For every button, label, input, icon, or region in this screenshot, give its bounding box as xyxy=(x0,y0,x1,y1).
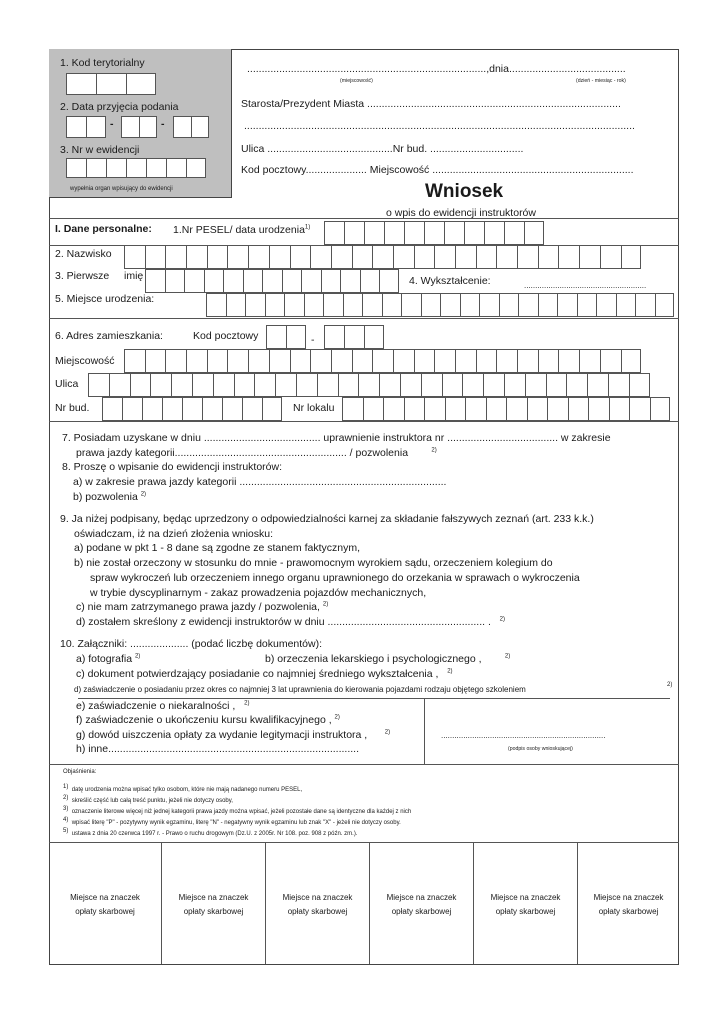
note-2 xyxy=(63,795,233,804)
p8-b-sup: 2) xyxy=(140,491,147,498)
stamp-label-1: Miejsce na znaczek xyxy=(282,893,353,902)
p10-c[interactable] xyxy=(76,668,453,680)
p9-c-sup: 2) xyxy=(322,601,329,608)
p10-e-text: e) zaświadczenie o niekaralności , xyxy=(76,700,236,712)
p10-head[interactable]: 10. Załączniki: .................... (podać liczbę dokumentów): xyxy=(60,638,323,650)
p10-e[interactable] xyxy=(76,700,249,712)
starosta-field[interactable]: Starosta/Prezydent Miasta ....................................................................................... xyxy=(241,98,621,110)
p7-line1[interactable]: 7. Posiadam uzyskane w dniu ........................................ uprawnienie instruktora nr ...................................... w zakresie xyxy=(62,432,611,444)
section-divider xyxy=(49,218,679,219)
note-4 xyxy=(63,817,401,826)
office-postal-field[interactable]: Kod pocztowy..................... Miejscowość ..................................................................... xyxy=(241,164,634,176)
stamp-box[interactable] xyxy=(49,843,162,964)
office-note: wypełnia organ wpisujący do ewidencji xyxy=(70,186,173,192)
stamp-box[interactable] xyxy=(266,843,370,964)
stamp-label-2: opłaty skarbowej xyxy=(287,907,348,916)
signature-field[interactable]: .......................................................................... xyxy=(441,731,606,740)
p10-b-text: b) orzeczenia lekarskiego i psychologicznego , xyxy=(265,653,482,665)
place-caption: (miejscowość) xyxy=(340,78,373,84)
p7-sup: 2) xyxy=(431,447,437,454)
note-3 xyxy=(63,806,411,815)
notes-divider xyxy=(49,764,679,765)
p9-l2: oświadczam, iż na dzień złożenia wniosku: xyxy=(74,528,274,540)
office-nr-ewid-label: 3. Nr w ewidencji xyxy=(60,144,140,156)
office-data-month-cells[interactable] xyxy=(121,116,157,138)
p10-a[interactable] xyxy=(76,653,140,665)
miejsce-ur-cells[interactable] xyxy=(206,293,674,317)
stamp-label-2: opłaty skarbowej xyxy=(495,907,556,916)
p9-d-text: d) zostałem skreślony z ewidencji instruktorów w dniu ...................................................... . xyxy=(76,616,491,628)
note-5 xyxy=(63,828,357,837)
office-data-year-cells[interactable] xyxy=(173,116,209,138)
p8-b-text: b) pozwolenia xyxy=(73,491,138,503)
nr-bud-label: Nr bud. xyxy=(55,402,90,414)
stamp-label-2: opłaty skarbowej xyxy=(75,907,135,916)
pesel-label-text: 1.Nr PESEL/ data urodzenia xyxy=(173,224,305,236)
kod-pocztowy-cells-b[interactable] xyxy=(324,325,384,349)
note-3-num: 3) xyxy=(63,806,69,812)
p9-d[interactable] xyxy=(76,616,505,628)
form-title: Wniosek xyxy=(425,181,504,202)
row-line xyxy=(49,421,679,422)
stamp-label-1: Miejsce na znaczek xyxy=(178,893,249,902)
p10-f-text: f) zaświadczenie o ukończeniu kursu kwalifikacyjnego , xyxy=(76,714,332,726)
office-nr-ewid-cells[interactable] xyxy=(66,158,206,178)
ulica-cells[interactable] xyxy=(88,373,650,397)
p9-b2: spraw wykroczeń lub orzeczeniem innego organu uprawnionego do orzekania w sprawach o wykroczenia xyxy=(90,572,580,584)
office-dash-2: - xyxy=(161,118,165,130)
p10-a-text: a) fotografia xyxy=(76,653,133,665)
note-5-num: 5) xyxy=(63,828,69,834)
p9-d-sup: 2) xyxy=(499,616,505,623)
personal-section-title: I. Dane personalne: xyxy=(55,223,152,235)
p9-a: a) podane w pkt 1 - 8 dane są zgodne ze stanem faktycznym, xyxy=(74,542,360,554)
p10-c-sup: 2) xyxy=(447,668,453,675)
stamp-box[interactable] xyxy=(474,843,578,964)
p7-line2-text: prawa jazdy kategorii........................................................... / pozwolenia xyxy=(76,447,409,459)
note-1-text: datę urodzenia można wpisać tylko osobom, które nie mają nadanego numeru PESEL, xyxy=(71,787,303,793)
signature-caption: (podpis osoby wnioskującej) xyxy=(508,746,573,752)
p8-a[interactable]: a) w zakresie prawa jazdy kategorii ....................................................................... xyxy=(73,476,447,488)
nazwisko-label: 2. Nazwisko xyxy=(55,248,112,260)
imie-label-a: 3. Pierwsze xyxy=(55,270,110,282)
office-data-label: 2. Data przyjęcia podania xyxy=(60,101,179,113)
kod-pocztowy-cells-a[interactable] xyxy=(266,325,306,349)
p10-d[interactable]: d) zaświadczenie o posiadaniu przez okres co najmniej 3 lat uprawnienia do kierowania pojazdami rodzaju objętego szkoleniem xyxy=(74,685,526,694)
p9-b3: w trybie dyscyplinarnym - zakaz prowadzenia pojazdów mechanicznych, xyxy=(90,587,427,599)
stamp-label-2: opłaty skarbowej xyxy=(598,907,659,916)
note-4-text: wpisać literę "P" - pozytywny wynik egzaminu, literę "N" - negatywny wynik egzaminu lub znak "X" - jeżeli nie dotyczy osoby. xyxy=(71,820,401,826)
adres-label: 6. Adres zamieszkania: xyxy=(55,330,163,342)
pesel-sup: 1) xyxy=(304,224,311,231)
stamp-label-1: Miejsce na znaczek xyxy=(490,893,561,902)
p9-c-text: c) nie mam zatrzymanego prawa jazdy / pozwolenia, xyxy=(76,601,320,613)
miejscowosc-cells[interactable] xyxy=(124,349,641,373)
office-data-day-cells[interactable] xyxy=(66,116,106,138)
starosta-extra-line[interactable]: ...................................................................................................................................... xyxy=(244,120,635,132)
nr-lokalu-label: Nr lokalu xyxy=(293,402,335,414)
stamp-label-2: opłaty skarbowej xyxy=(183,907,244,916)
note-1 xyxy=(63,784,302,793)
p10-g-sup: 2) xyxy=(384,729,391,736)
stamp-label-1: Miejsce na znaczek xyxy=(70,893,140,902)
kod-dash: - xyxy=(311,334,315,346)
ulica-label: Ulica xyxy=(55,378,79,390)
miejscowosc-label: Miejscowość xyxy=(55,355,115,367)
p10-b[interactable] xyxy=(265,653,510,665)
pesel-label xyxy=(173,224,310,236)
p10-f-sup: 2) xyxy=(334,714,340,721)
stamp-box[interactable] xyxy=(370,843,474,964)
notes-head: Objaśnienia: xyxy=(63,769,97,775)
place-date-field[interactable]: ..................................................................................,dnia........................................ xyxy=(247,63,626,75)
nr-bud-cells[interactable] xyxy=(102,397,282,421)
stamp-box[interactable] xyxy=(162,843,266,964)
p10-e-sup: 2) xyxy=(244,700,250,707)
office-kod-teryt-cells[interactable] xyxy=(66,73,156,95)
signature-box-left xyxy=(424,698,425,764)
miejsce-ur-label: 5. Miejsce urodzenia: xyxy=(55,293,155,305)
stamp-box[interactable] xyxy=(578,843,679,964)
p10-h[interactable]: h) inne...................................................................................... xyxy=(76,743,359,755)
note-3-text: oznaczenie literowe więcej niż jednej kategorii prawa jazdy można wpisać, jeżeli pozostałe dane są identyczne dla każdej z nich xyxy=(71,809,412,815)
stamp-label-1: Miejsce na znaczek xyxy=(593,893,664,902)
p10-a-sup: 2) xyxy=(134,653,141,660)
office-kod-teryt-label: 1. Kod terytorialny xyxy=(60,57,145,69)
pesel-cells[interactable] xyxy=(324,221,544,245)
wyksztalcenie-label: 4. Wykształcenie: xyxy=(409,275,491,287)
stamp-label-1: Miejsce na znaczek xyxy=(386,893,457,902)
stamp-label-2: opłaty skarbowej xyxy=(391,907,452,916)
imie-cells[interactable] xyxy=(145,269,399,293)
p8-b[interactable] xyxy=(73,491,146,503)
p9-c[interactable] xyxy=(76,601,328,613)
note-2-num: 2) xyxy=(63,795,69,801)
note-2-text: skreślić część lub całą treść punktu, jeżeli nie dotyczy osoby, xyxy=(71,798,233,804)
form-subtitle: o wpis do ewidencji instruktorów xyxy=(386,207,536,219)
p10-d-sup: 2) xyxy=(667,682,673,688)
p9-l1: 9. Ja niżej podpisany, będąc uprzedzony o odpowiedzialności karnej za składanie fałszywych zeznań (art. 233 k.k.) xyxy=(60,513,594,525)
p10-b-sup: 2) xyxy=(504,653,511,660)
kod-pocztowy-label: Kod pocztowy xyxy=(193,330,259,342)
date-caption: (dzień - miesiąc - rok) xyxy=(576,78,626,84)
row-line xyxy=(49,318,679,319)
p9-b1: b) nie został orzeczony w stosunku do mnie - prawomocnym wyrokiem sądu, orzeczeniem kolegium do xyxy=(74,557,553,569)
office-street-field[interactable]: Ulica ...........................................Nr bud. ................................ xyxy=(241,143,524,155)
p8-head: 8. Proszę o wpisanie do ewidencji instruktorów: xyxy=(62,461,283,473)
office-dash-1: - xyxy=(110,118,114,130)
note-1-num: 1) xyxy=(63,784,69,790)
wyksztalcenie-field[interactable]: ....................................................... xyxy=(524,281,647,290)
p10-d-underline xyxy=(78,698,670,699)
note-4-num: 4) xyxy=(63,817,69,823)
imie-label-b: imię xyxy=(124,270,144,282)
p10-g-text: g) dowód uiszczenia opłaty za wydanie legitymacji instruktora , xyxy=(76,729,368,741)
p10-c-text: c) dokument potwierdzający posiadanie co najmniej średniego wykształcenia , xyxy=(76,668,439,680)
p10-f[interactable] xyxy=(76,714,340,726)
p7-line2[interactable] xyxy=(76,447,437,459)
nr-lokalu-cells[interactable] xyxy=(342,397,670,421)
p10-g[interactable] xyxy=(76,729,390,741)
nazwisko-cells[interactable] xyxy=(124,245,641,269)
note-5-text: ustawa z dnia 20 czerwca 1997 r. - Prawo o ruchu drogowym (Dz.U. z 2005r. Nr 108. poz. 908 z późn. zm.). xyxy=(71,831,358,837)
